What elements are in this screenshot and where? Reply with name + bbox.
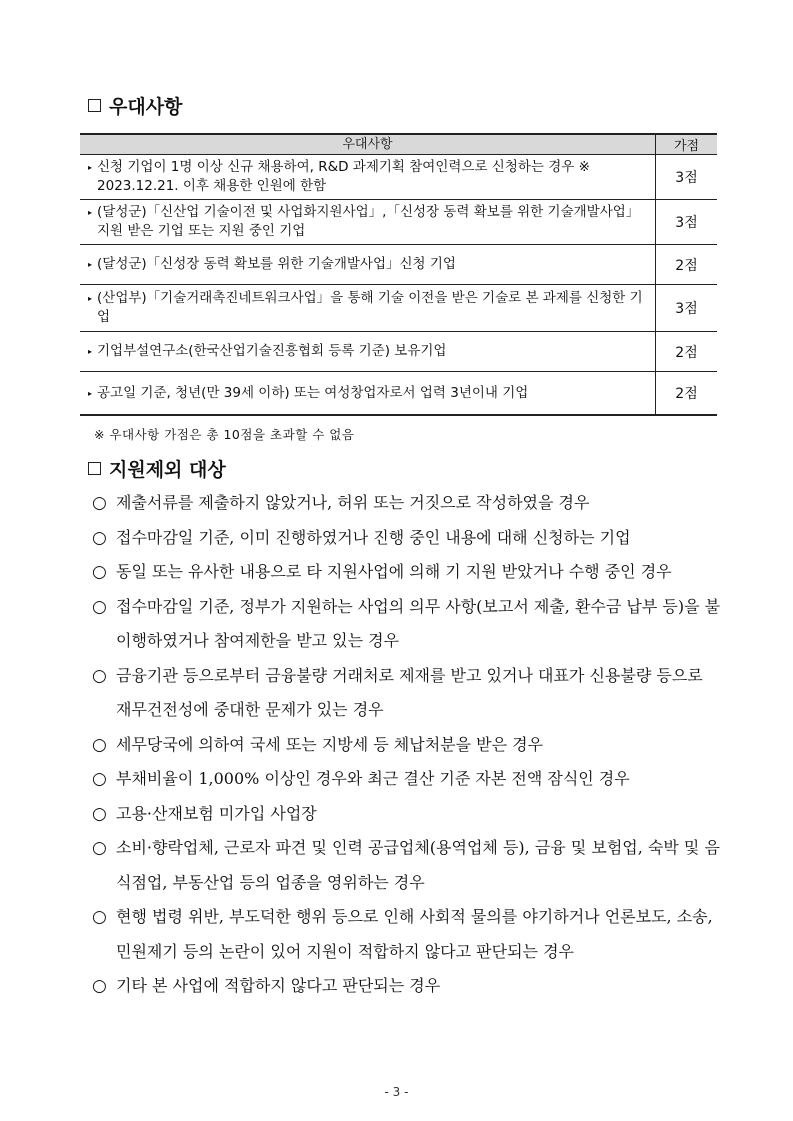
triangle-bullet-icon: ▸ [88, 208, 93, 217]
exclusion-list [92, 486, 722, 1004]
row-text: 기업부설연구소(한국산업기술진흥협회 등록 기준) 보유기업 [97, 343, 447, 359]
triangle-bullet-icon: ▸ [88, 388, 93, 398]
circle-bullet-icon: ○ [92, 596, 107, 617]
row-text: (산업부)「기술거래촉진네트워크사업」을 통해 기술 이전을 받은 기술로 본 과제를 신청한 기업 [97, 290, 643, 325]
circle-bullet-icon: ○ [92, 734, 107, 755]
page-number: - 3 - [384, 1085, 409, 1099]
row-points: 2점 [675, 344, 698, 361]
table-row [80, 155, 717, 200]
table-header-row [80, 135, 717, 155]
row-points: 2점 [675, 386, 698, 402]
table-row [80, 332, 717, 372]
section-title-text: 지원제외 대상 [109, 459, 226, 481]
list-item: ○ 금융기관 등으로부터 금융불량 거래처로 제재를 받고 있거나 대표가 신용불량 등으로 재무건전성에 중대한 문제가 있는 경우 [92, 659, 722, 728]
list-item: ○ 접수마감일 기준, 정부가 지원하는 사업의 의무 사항(보고서 제출, 환수금 납부 등)을 불이행하였거나 참여제한을 받고 있는 경우 [92, 590, 722, 659]
row-text: (달성군)「신산업 기술이전 및 사업화지원사업」,「신성장 동력 확보를 위한 기술개발사업」지원 받은 기업 또는 지원 중인 기업 [97, 204, 640, 239]
circle-bullet-icon: ○ [92, 976, 107, 996]
list-item: ○ 부채비율이 1,000% 이상인 경우와 최근 결산 기준 자본 전액 잠식인 경우 [92, 762, 722, 797]
list-item: ○ 소비·향락업체, 근로자 파견 및 인력 공급업체(용역업체 등), 금융 및 보험업, 숙박 및 음식점업, 부동산업 등의 업종을 영위하는 경우 [92, 831, 722, 900]
circle-bullet-icon: ○ [92, 803, 107, 824]
list-item: ○ 제출서류를 제출하지 않았거나, 허위 또는 거짓으로 작성하였을 경우 [92, 486, 722, 521]
row-text: (달성군)「신성장 동력 확보를 위한 기술개발사업」신청 기업 [97, 256, 456, 272]
header-points: 가점 [673, 139, 700, 154]
preferences-table [80, 133, 717, 416]
triangle-bullet-icon: ▸ [88, 294, 93, 303]
list-item: ○ 접수마감일 기준, 이미 진행하였거나 진행 중인 내용에 대해 신청하는 기업 [92, 521, 722, 556]
triangle-bullet-icon: ▸ [88, 260, 93, 269]
section-title-text: 우대사항 [109, 96, 183, 118]
triangle-bullet-icon: ▸ [88, 347, 93, 356]
row-points: 3점 [675, 301, 698, 317]
checkbox-square-icon [88, 99, 101, 112]
row-points: 3점 [675, 215, 698, 231]
circle-bullet-icon: ○ [92, 838, 107, 858]
table-row [80, 372, 717, 414]
circle-bullet-icon: ○ [92, 527, 107, 548]
table-note: ※ 우대사항 가점은 총 10점을 초과할 수 없음 [94, 427, 355, 442]
list-item: ○ 기타 본 사업에 적합하지 않다고 판단되는 경우 [92, 969, 722, 1004]
triangle-bullet-icon: ▸ [88, 163, 93, 172]
table-row [80, 245, 717, 285]
section-title-preferences [88, 92, 182, 119]
table-row [80, 285, 717, 332]
circle-bullet-icon: ○ [92, 493, 107, 513]
row-points: 2점 [675, 257, 698, 274]
list-item: ○ 고용·산재보험 미가입 사업장 [92, 797, 722, 832]
row-text: 공고일 기준, 청년(만 39세 이하) 또는 여성창업자로서 업력 3년이내 기업 [97, 384, 529, 401]
row-text: 신청 기업이 1명 이상 신규 채용하여, R&D 과제기획 참여인력으로 신청하는 경우 ※ 2023.12.21. 이후 채용한 인원에 한함 [97, 159, 590, 194]
list-item: ○ 동일 또는 유사한 내용으로 타 지원사업에 의해 기 지원 받았거나 수행 중인 경우 [92, 555, 722, 590]
circle-bullet-icon: ○ [92, 907, 107, 927]
circle-bullet-icon: ○ [92, 769, 107, 789]
table-row [80, 200, 717, 245]
section-title-exclusions [88, 455, 226, 482]
list-item: ○ 세무당국에 의하여 국세 또는 지방세 등 체납처분을 받은 경우 [92, 728, 722, 763]
checkbox-square-icon [88, 462, 101, 475]
circle-bullet-icon: ○ [92, 562, 107, 582]
list-item: ○ 현행 법령 위반, 부도덕한 행위 등으로 인해 사회적 물의를 야기하거나 언론보도, 소송, 민원제기 등의 논란이 있어 지원이 적합하지 않다고 판단되는 경우 [92, 900, 722, 969]
header-preferences: 우대사항 [80, 135, 656, 154]
circle-bullet-icon: ○ [92, 665, 107, 686]
row-points: 3점 [675, 170, 698, 186]
